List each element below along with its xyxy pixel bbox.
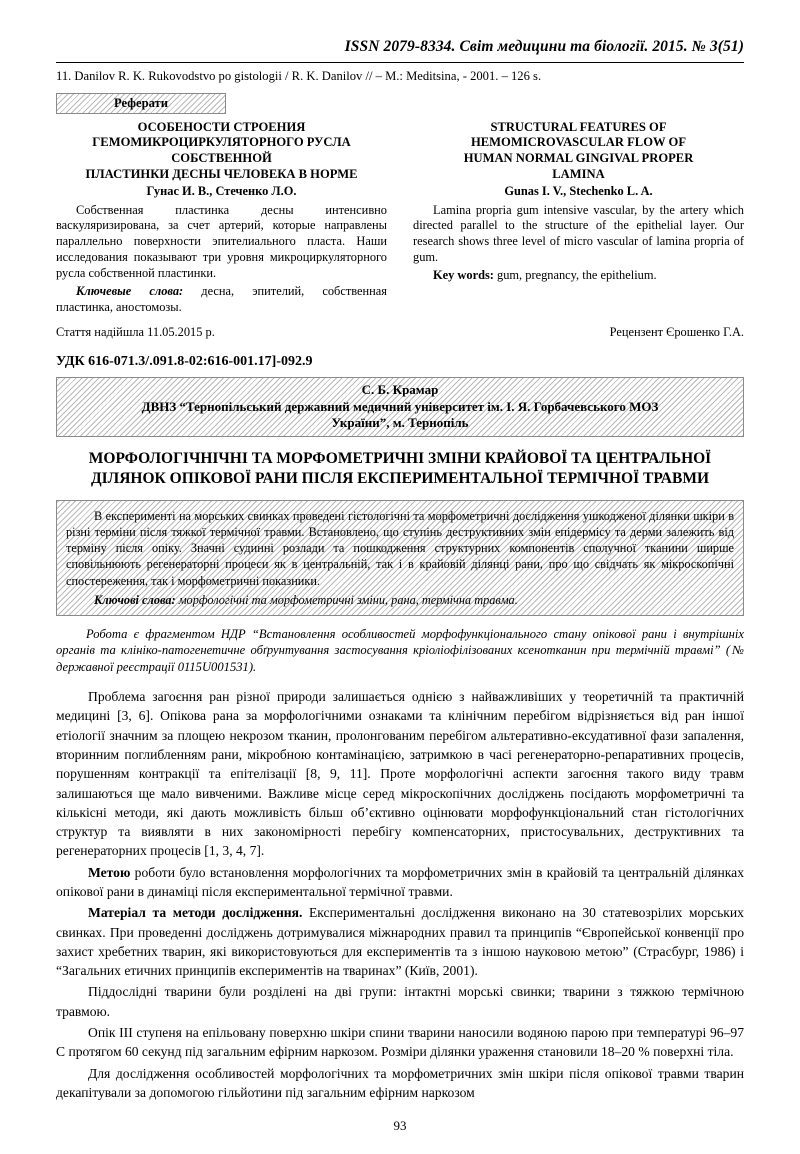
udk-code: УДК 616-071.3/.091.8-02:616-001.17]-092.9 (56, 353, 313, 369)
abstract-ru-keywords: десна, эпителий, собственная пластинка, аностомозы. (56, 283, 387, 314)
article-keywords-row (66, 592, 734, 608)
article-keywords: морфологічні та морфометричні зміни, рана, термічна травма. (178, 592, 518, 607)
funding-note: Робота є фрагментом НДР “Встановлення особливостей морфофункціонального стану опікової рани і внутрішніх органів та клініко-патогенетичне обґрунтування застосування кріоліофілізованих ксенотканин при термічній травмі” (№ державної реєстрації 0115U001531). (56, 626, 744, 674)
abstract-en-title-line2: HEMOMICROVASCULAR FLOW OF (470, 135, 687, 150)
submission-reviewer: Рецензент Єрошенко Г.А. (609, 324, 744, 339)
abstract-ru-keywords-label: Ключевые слова: (76, 283, 184, 298)
abstract-en-title-line3: HUMAN NORMAL GINGIVAL PROPER (463, 151, 694, 166)
article-author: С. Б. Крамар (361, 381, 439, 397)
body-paragraph (56, 1023, 744, 1062)
body-paragraph-text: Для дослідження особливостей морфологічних та морфометричних змін шкіри після опікової травми тварин декапітували за допомогою гільйотини під загальним ефірним наркозом (56, 1065, 744, 1100)
article-body (56, 687, 744, 1102)
header-divider (56, 62, 744, 63)
abstract-en-keywords: gum, pregnancy, the epithelium. (497, 268, 657, 283)
abstract-ru (56, 120, 387, 316)
abstract-ru-title (56, 120, 387, 183)
body-paragraph (56, 863, 744, 902)
abstract-ru-text: Собственная пластинка десны интенсивно васкуляризирована, за счет артерий, которые направлены параллельно поверхности эпителиального пласта. Наши исследования показывают три уровня микроциркуляторного русла собственной пластинки. (56, 202, 387, 281)
abstract-en-text: Lamina propria gum intensive vascular, by the artery which directed parallel to the structure of the epithelial layer. Our research shows three level of micro vascular of lamina propria of gum. (413, 202, 744, 265)
abstract-en-authors: Gunas I. V., Stechenko L. A. (504, 183, 653, 198)
body-paragraph (56, 687, 744, 861)
body-paragraph (56, 1064, 744, 1103)
reference-line: 11. Danilov R. K. Rukovodstvo po gistologii / R. K. Danilov // – M.: Meditsina, - 2001. – 126 s. (56, 69, 542, 83)
abstract-en-title-line4: LAMINA (552, 166, 605, 181)
abstract-en (413, 120, 744, 316)
submission-received: Стаття надійшла 11.05.2015 р. (56, 324, 215, 339)
article-abstract-band (56, 500, 744, 616)
running-head: ISSN 2079-8334. Світ медицини та біології. 2015. № 3(51) (344, 38, 744, 55)
abstract-ru-title-line3: ПЛАСТИНКИ ДЕСНЫ ЧЕЛОВЕКА В НОРМЕ (85, 166, 358, 181)
article-keywords-label: Ключові слова: (94, 592, 176, 607)
body-paragraph-text: Експериментальні дослідження виконано на 30 статевозрілих морських свинках. При проведенні досліджень дотримувалися міжнародних правил та принципів “Європейської конвенції про захист хребетних тварин, які використовуються для експериментів та з іншою науковою метою” (Страсбург, 1986) і “Загальних етичних принципів експериментів на тваринах” (Київ, 2001). (56, 905, 744, 979)
article-abstract-text: В експерименті на морських свинках проведені гістологічні та морфометричні дослідження ушкодженої ділянки шкіри в різні терміни після тяжкої термічної травми. Встановлено, що ступінь деструктивних змін епідермісу та дерми залежить від терміну після опіку. Значні судинні розлади та пошкодження структурних компонентів сполучної тканини ширше сповільнюють регенераторні процеси як в центральній, так і в крайовій ділянці рани, про що свідчать як мікроскопічні спостереження, так і морфометричні показники. (66, 508, 734, 588)
abstract-en-keywords-row (413, 268, 744, 284)
abstract-en-title-line1: STRUCTURAL FEATURES OF (490, 119, 667, 134)
abstract-ru-authors: Гунас И. В., Стеченко Л.О. (146, 183, 297, 198)
body-paragraph-lead: Матеріал та методи дослідження. (88, 905, 303, 921)
page-number: 93 (393, 1118, 407, 1134)
article-affiliation-line2: України”, м. Тернопіль (331, 415, 469, 431)
author-affiliation-band (56, 377, 744, 438)
abstracts-columns (56, 120, 744, 316)
abstract-ru-title-line1: ОСОБЕНОСТИ СТРОЕНИЯ (137, 119, 306, 134)
submission-row (56, 325, 744, 340)
body-paragraph-text: роботи було встановлення морфологічних та морфометричних змін в крайовій та центральній ділянках опікової рани в динаміці після експериментальної термічної травми. (56, 864, 744, 899)
abstract-ru-title-line2: ГЕМОМИКРОЦИРКУЛЯТОРНОГО РУСЛА СОБСТВЕННОЙ (92, 135, 351, 166)
article-title: МОРФОЛОГІЧНІЧНІ ТА МОРФОМЕТРИЧНІ ЗМІНИ КРАЙОВОЇ ТА ЦЕНТРАЛЬНОЇ ДІЛЯНОК ОПІКОВОЇ РАНИ ПІСЛЯ ЕКСПЕРИМЕНТАЛЬНОЇ ТЕРМІЧНОЇ ТРАВМИ (88, 450, 712, 488)
body-paragraph-lead: Метою (88, 864, 131, 880)
abstracts-band-label: Реферати (56, 93, 226, 114)
abstract-en-keywords-label: Key words: (433, 268, 494, 283)
body-paragraph-text: Проблема загоєння ран різної природи залишається однією з найважливіших у теоретичній та практичній медицині [3, 6]. Опікова рана за морфологічними ознаками та клінічним перебігом відрізняється від ран іншої етіології значним за площею некрозом тканин, пролонгованим перебігом альтеративно-ексудативної фази запалення, вторинним поглибленням рани, мікробною контамінацією, затримкою в часі регенераторно-репаративних процесів, порушенням контракції та епітелізації [8, 9, 11]. Проте морфологічні аспекти загоєння такого виду травм залишаються ще мало вивченими. Важливе місце серед мікроскопічних досліджень посідають морфометричні та кількісні методи, які дають можливість більш об’єктивно оцінювати морфофункціональний стан гістологічних структур та виявляти в них закономірності перебігу компенсаторних, пристосувальних, деструктивних та регенераторних процесів [1, 3, 4, 7]. (56, 689, 744, 859)
body-paragraph (56, 903, 744, 980)
body-paragraph (56, 982, 744, 1021)
article-affiliation-line1: ДВНЗ “Тернопільський державний медичний університет ім. І. Я. Горбачевського МОЗ (141, 398, 659, 414)
body-paragraph-text: Опік ІІІ ступеня на епільовану поверхню шкіри спини тварини наносили водяною парою при температурі 96–97 С протягом 60 секунд під загальним ефірним наркозом. Розміри ділянки ураження становили 18–20 % поверхні тіла. (56, 1025, 744, 1060)
body-paragraph-text: Піддослідні тварини були розділені на дві групи: інтактні морські свинки; тварини з тяжкою термічною травмою. (56, 984, 744, 1019)
abstract-ru-keywords-row (56, 284, 387, 316)
abstract-en-title (413, 120, 744, 183)
